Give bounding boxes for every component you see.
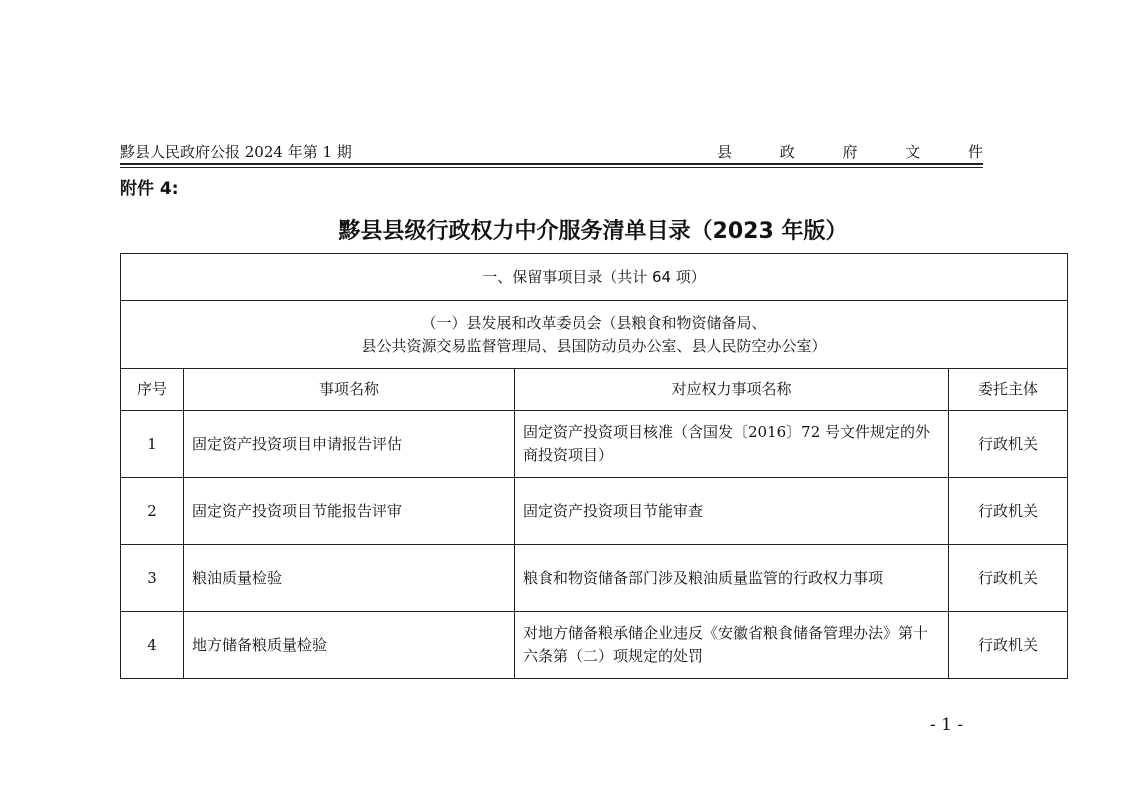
header-rule-thick: [120, 163, 983, 165]
category-char: 府: [842, 143, 858, 161]
entrusting-agent: 行政机关: [949, 411, 1068, 478]
section-row: [121, 254, 1068, 301]
subsection-row: [121, 301, 1068, 369]
row-number: 4: [121, 612, 184, 679]
service-catalog-table: [120, 253, 1068, 679]
table-row: [121, 411, 1068, 478]
category-char: 文: [905, 143, 921, 161]
column-header-item-name: 事项名称: [184, 369, 515, 411]
bulletin-issue: 黟县人民政府公报 2024 年第 1 期: [120, 143, 352, 161]
running-header: [120, 142, 983, 162]
attachment-label: 附件 4:: [120, 179, 179, 199]
page-number: - 1 -: [930, 715, 964, 735]
entrusting-agent: 行政机关: [949, 545, 1068, 612]
column-header-number: 序号: [121, 369, 184, 411]
subsection-line: （一）县发展和改革委员会（县粮食和物资储备局、: [421, 313, 767, 332]
row-number: 2: [121, 478, 184, 545]
power-item-name: 固定资产投资项目核准（含国发〔2016〕72 号文件规定的外商投资项目）: [515, 411, 949, 478]
header-rule-thin: [120, 167, 983, 168]
item-name: 固定资产投资项目节能报告评审: [184, 478, 515, 545]
category-char: 政: [779, 143, 795, 161]
table-row: [121, 612, 1068, 679]
table-header-row: [121, 369, 1068, 411]
power-item-name: 粮食和物资储备部门涉及粮油质量监管的行政权力事项: [515, 545, 949, 612]
column-header-agent: 委托主体: [949, 369, 1068, 411]
item-name: 地方储备粮质量检验: [184, 612, 515, 679]
subsection-title: [121, 301, 1068, 369]
entrusting-agent: 行政机关: [949, 612, 1068, 679]
item-name: 粮油质量检验: [184, 545, 515, 612]
entrusting-agent: 行政机关: [949, 478, 1068, 545]
item-name: 固定资产投资项目申请报告评估: [184, 411, 515, 478]
category-char: 件: [967, 143, 983, 161]
section-title: 一、保留事项目录（共计 64 项）: [121, 254, 1068, 301]
row-number: 3: [121, 545, 184, 612]
row-number: 1: [121, 411, 184, 478]
subsection-line: 县公共资源交易监督管理局、县国防动员办公室、县人民防空办公室）: [361, 336, 827, 355]
power-item-name: 固定资产投资项目节能审查: [515, 478, 949, 545]
category-char: 县: [717, 143, 733, 161]
table-row: [121, 478, 1068, 545]
column-header-power-name: 对应权力事项名称: [515, 369, 949, 411]
table-row: [121, 545, 1068, 612]
document-title: 黟县县级行政权力中介服务清单目录（2023 年版）: [338, 219, 848, 244]
power-item-name: 对地方储备粮承储企业违反《安徽省粮食储备管理办法》第十六条第（二）项规定的处罚: [515, 612, 949, 679]
document-category: [717, 142, 983, 162]
